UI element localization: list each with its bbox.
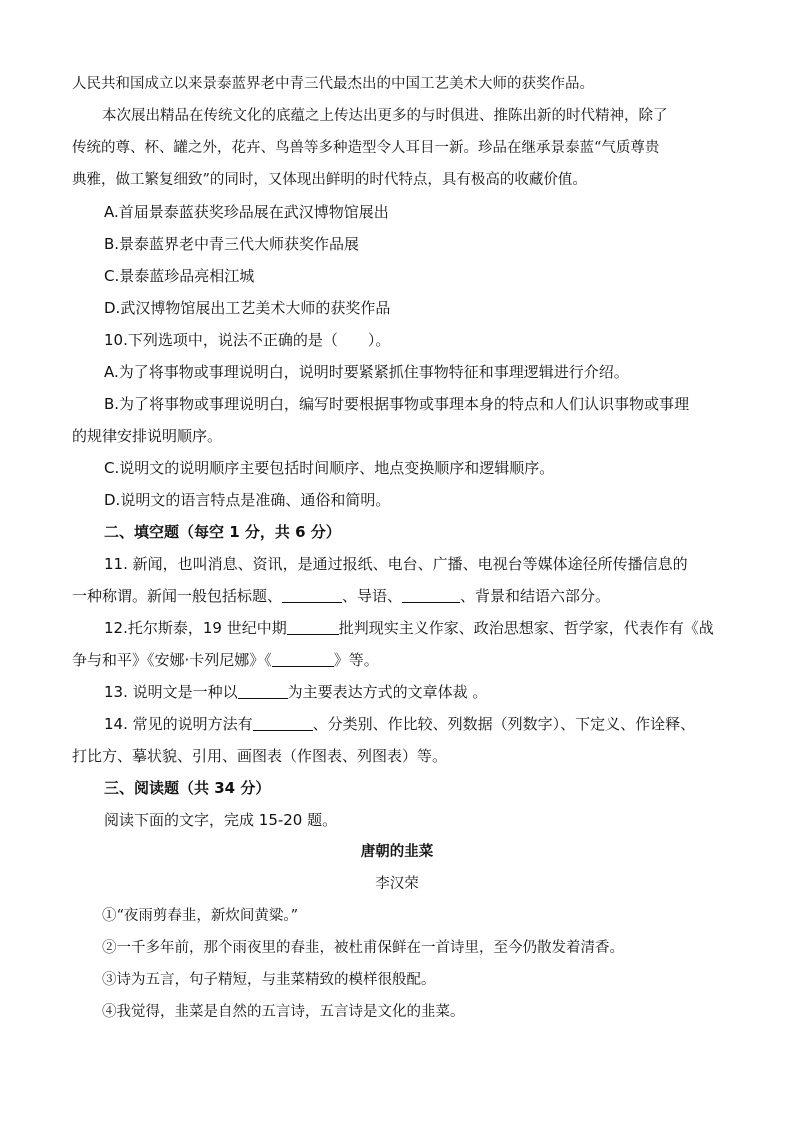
answer-blank[interactable] [282, 588, 342, 603]
reading-instruction: 阅读下面的文字，完成 15-20 题。 [104, 811, 338, 829]
article-title: 唐朝的韭菜 [360, 843, 434, 860]
section-3-title: 三、阅读题（共 34 分） [104, 779, 271, 797]
article-paragraph: ③诗为五言，句子精短，与韭菜精致的模样很般配。 [102, 972, 436, 988]
q12-text: 》等。 [333, 651, 379, 669]
q13-text: 为主要表达方式的文章体裁 。 [287, 683, 488, 701]
q12-text: 批判现实主义作家、政治思想家、哲学家，代表作有《战 [338, 619, 714, 637]
passage-line: 典雅，做工繁复细致”的同时，又体现出鲜明的时代特点，具有极高的收藏价值。 [72, 172, 587, 188]
q11-text: 、导语、 [342, 587, 403, 605]
q9-option-d: D.武汉博物馆展出工艺美术大师的获奖作品 [104, 299, 391, 317]
passage-line: 人民共和国成立以来景泰蓝界老中青三代最杰出的中国工艺美术大师的获奖作品。 [72, 76, 594, 92]
q9-option-c: C.景泰蓝珍品亮相江城 [104, 267, 255, 285]
article-paragraph: ①“夜雨剪春韭，新炊间黄粱。” [102, 908, 299, 924]
q13-text: 13. 说明文是一种以 [104, 683, 238, 701]
q10-option-c: C.说明文的说明顺序主要包括时间顺序、地点变换顺序和逻辑顺序。 [104, 459, 555, 477]
q10-option-d: D.说明文的语言特点是准确、通俗和简明。 [104, 491, 391, 509]
q12-line2 [72, 650, 732, 670]
q10-option-a: A.为了将事物或事理说明白，说明时要紧紧抓住事物特征和事理逻辑进行介绍。 [104, 363, 629, 381]
q11-text: 一种称谓。新闻一般包括标题、 [72, 587, 283, 605]
q13-line [104, 682, 764, 702]
article-author: 李汉荣 [375, 876, 419, 892]
answer-blank[interactable] [272, 652, 334, 667]
q14-text: 14. 常见的说明方法有 [104, 715, 253, 733]
q14-line1 [104, 714, 764, 734]
passage-line: 传统的尊、杯、罐之外，花卉、鸟兽等多种造型令人耳目一新。珍品在继承景泰蓝“气质尊贵 [72, 140, 660, 156]
q9-option-a: A.首届景泰蓝获奖珍品展在武汉博物馆展出 [104, 203, 389, 221]
article-paragraph: ②一千多年前，那个雨夜里的春韭，被杜甫保鲜在一首诗里，至今仍散发着清香。 [102, 940, 624, 956]
answer-blank[interactable] [287, 620, 339, 635]
answer-blank[interactable] [402, 588, 460, 603]
q12-line1 [104, 618, 764, 638]
q11-line2 [72, 586, 732, 606]
q12-text: 12.托尔斯泰，19 世纪中期 [104, 619, 287, 637]
q12-text: 争与和平》《安娜·卡列尼娜》《 [72, 651, 272, 669]
q14-line2: 打比方、摹状貌、引用、画图表（作图表、列图表）等。 [72, 747, 448, 765]
q10-stem: 10.下列选项中，说法不正确的是（ ）。 [104, 331, 391, 349]
section-2-title: 二、填空题（每空 1 分，共 6 分） [104, 523, 341, 541]
q11-text: 、背景和结语六部分。 [460, 587, 611, 605]
answer-blank[interactable] [238, 684, 288, 699]
q14-text: 、分类别、作比较、列数据（列数字）、下定义、作诠释、 [312, 715, 696, 733]
article-paragraph: ④我觉得，韭菜是自然的五言诗，五言诗是文化的韭菜。 [102, 1004, 465, 1020]
q11-line1: 11. 新闻，也叫消息、资讯，是通过报纸、电台、广播、电视台等媒体途径所传播信息的 [104, 555, 688, 573]
q10-option-b: B.为了将事物或事理说明白，编写时要根据事物或事理本身的特点和人们认识事物或事理 [104, 395, 690, 413]
passage-line: 本次展出精品在传统文化的底蕴之上传达出更多的与时俱进、推陈出新的时代精神，除了 [102, 108, 668, 124]
q9-option-b: B.景泰蓝界老中青三代大师获奖作品展 [104, 235, 360, 253]
answer-blank[interactable] [253, 716, 313, 731]
q10-option-b-cont: 的规律安排说明顺序。 [72, 427, 223, 445]
